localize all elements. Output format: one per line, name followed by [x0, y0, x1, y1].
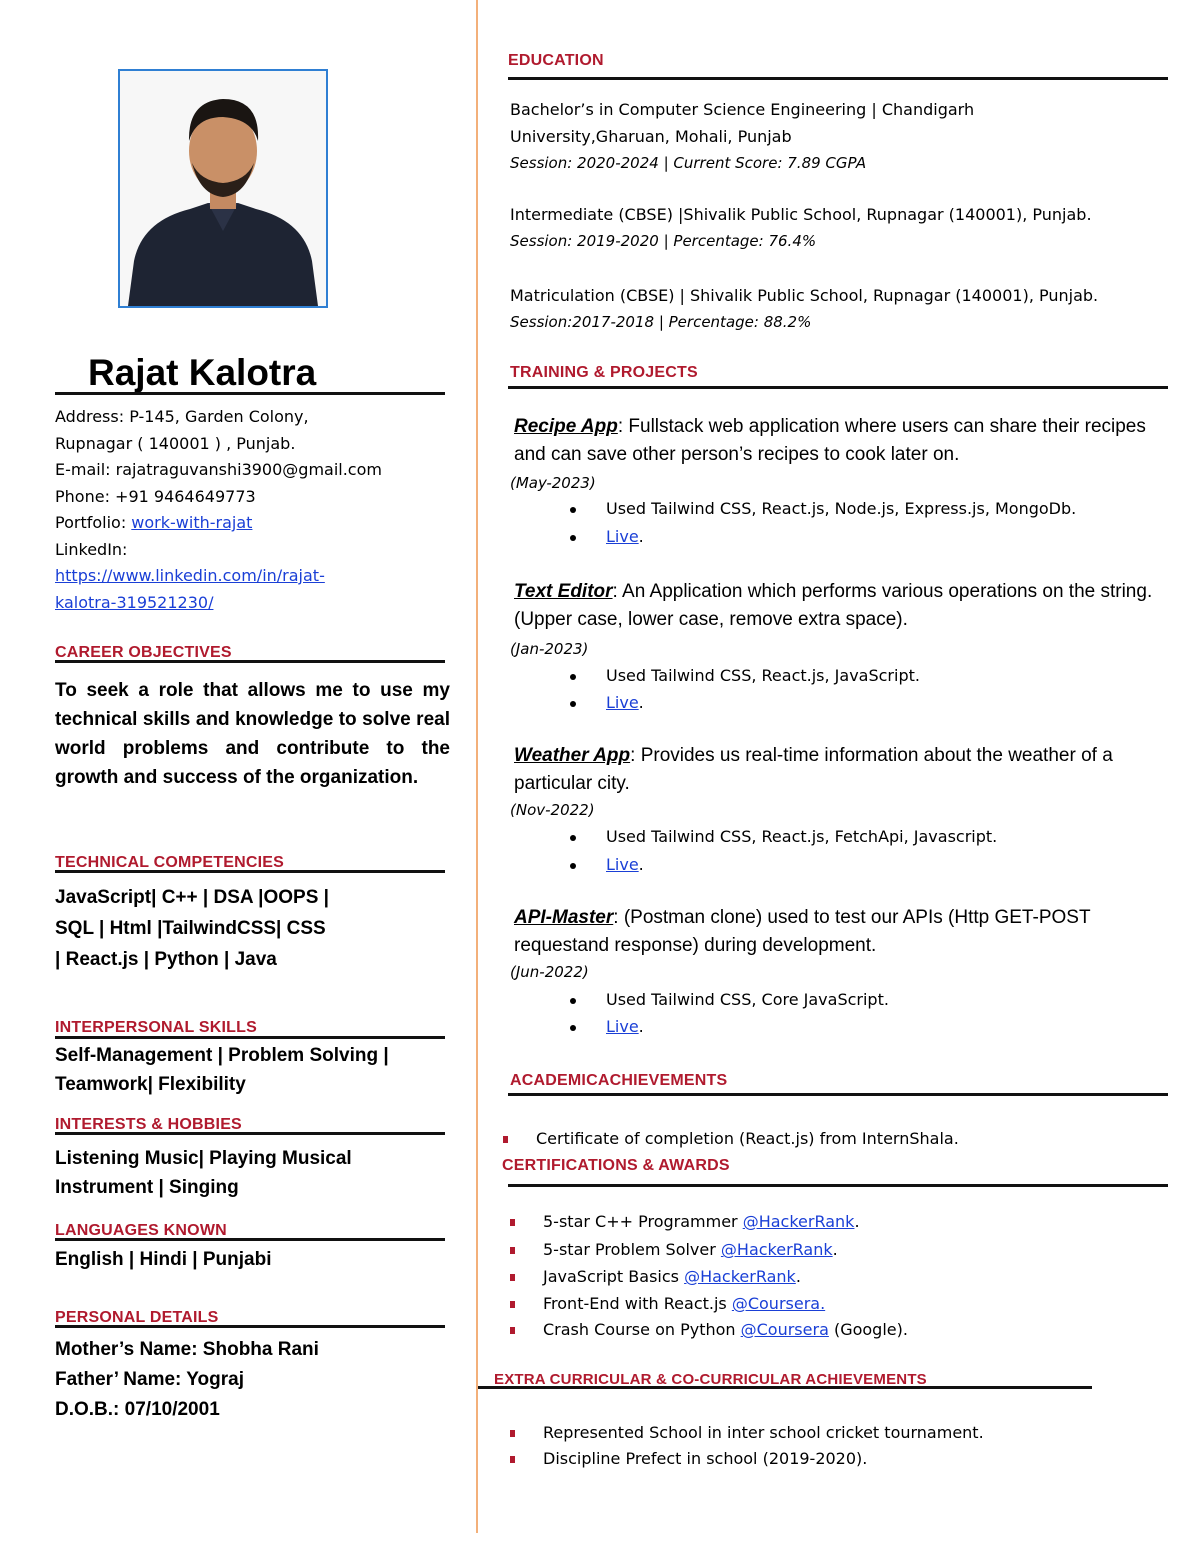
cert-link[interactable]: @Coursera. [731, 1294, 826, 1313]
languages-heading: LANGUAGES KNOWN [55, 1222, 227, 1239]
hobbies-line: Listening Music| Playing Musical [55, 1148, 352, 1169]
project-live-item: Live. [570, 527, 644, 546]
project-weather-app: Weather App: Provides us real-time information about the weather of a particular city. [514, 745, 1113, 794]
section-rule [508, 1184, 1168, 1187]
bullet-icon [510, 1456, 515, 1463]
skills-line: Self-Management | Problem Solving | [55, 1045, 389, 1066]
education-heading: EDUCATION [508, 52, 604, 69]
section-rule [55, 1325, 445, 1328]
training-projects-heading: TRAINING & PROJECTS [510, 364, 698, 381]
live-link[interactable]: Live [606, 693, 639, 712]
bullet-icon [510, 1327, 515, 1334]
mother-name: Mother’s Name: Shobha Rani [55, 1339, 319, 1360]
project-api-master: API-Master: (Postman clone) used to test our APIs (Http GET-POST requestand response) during development. [514, 907, 1091, 956]
project-title: API-Master [514, 907, 614, 928]
project-description: (Postman clone) used to test our APIs (Http GET-POST requestand response) during development. [514, 907, 1091, 956]
bullet-icon [570, 507, 576, 513]
cert-item: JavaScript Basics @HackerRank. [510, 1267, 801, 1286]
project-description: Fullstack web application where users can share their recipes and can save other person’s recipes to cook later on. [514, 416, 1146, 465]
cert-link[interactable]: @HackerRank [742, 1212, 855, 1231]
linkedin-label: LinkedIn: [55, 539, 128, 559]
project-description: An Application which performs various operations on the string. (Upper case, lower case, remove extra space). [514, 581, 1153, 630]
project-tech-item: Used Tailwind CSS, React.js, Node.js, Express.js, MongoDb. [570, 499, 1076, 518]
education-matriculation [510, 282, 1098, 336]
section-rule [55, 660, 445, 663]
project-tech-item: Used Tailwind CSS, React.js, FetchApi, Javascript. [570, 827, 997, 846]
project-live-item: Live. [570, 855, 644, 874]
education-intermediate [510, 201, 1092, 255]
cert-link[interactable]: @HackerRank [684, 1267, 796, 1286]
linkedin-link[interactable]: kalotra-319521230/ [55, 592, 214, 612]
project-description: Provides us real-time information about the weather of a particular city. [514, 745, 1113, 794]
degree-line: Bachelor’s in Computer Science Engineering | Chandigarh [510, 100, 975, 119]
bullet-icon [570, 998, 576, 1004]
hobbies-list [55, 1144, 352, 1202]
project-date: (Jun-2022) [510, 963, 589, 981]
career-objectives-heading: CAREER OBJECTIVES [55, 644, 232, 661]
section-rule [508, 1093, 1168, 1096]
contact-block [55, 404, 382, 616]
project-live-item: Live. [570, 1017, 644, 1036]
interpersonal-skills-list [55, 1041, 389, 1099]
academic-achievements-heading: ACADEMICACHIEVEMENTS [510, 1072, 728, 1089]
section-rule [478, 1386, 1092, 1389]
project-date: (Jan-2023) [510, 640, 589, 658]
cert-item: Crash Course on Python @Coursera (Google). [510, 1320, 908, 1339]
portfolio-link[interactable]: work-with-rajat [131, 513, 253, 532]
address-line: Address: P-145, Garden Colony, [55, 407, 309, 426]
cert-item: 5-star Problem Solver @HackerRank. [510, 1240, 838, 1259]
education-bachelor [510, 96, 974, 177]
bullet-icon [570, 674, 576, 680]
candidate-name: Rajat Kalotra [88, 352, 317, 393]
bullet-icon [570, 535, 576, 541]
section-rule [55, 1132, 445, 1135]
address-line: Rupnagar ( 140001 ) , Punjab. [55, 433, 296, 453]
degree-line: Intermediate (CBSE) |Shivalik Public School, Rupnagar (140001), Punjab. [510, 205, 1092, 224]
cert-item: Front-End with React.js @Coursera. [510, 1294, 825, 1313]
column-divider [476, 0, 478, 1533]
project-date: (May-2023) [510, 474, 596, 492]
bullet-icon [510, 1247, 515, 1254]
person-silhouette-icon [120, 71, 326, 306]
father-name: Father’ Name: Yograj [55, 1369, 245, 1390]
cert-link[interactable]: @HackerRank [720, 1240, 833, 1259]
project-title: Weather App [514, 745, 631, 766]
profile-photo [118, 69, 328, 308]
section-rule [55, 870, 445, 873]
session-line: Session: 2019-2020 | Percentage: 76.4% [510, 232, 817, 250]
degree-line: University,Gharuan, Mohali, Punjab [510, 127, 792, 146]
bullet-icon [570, 1025, 576, 1031]
session-line: Session: 2020-2024 | Current Score: 7.89 CGPA [510, 154, 867, 172]
live-link[interactable]: Live [606, 855, 639, 874]
email-text: E-mail: rajatraguvanshi3900@gmail.com [55, 460, 382, 479]
linkedin-link[interactable]: https://www.linkedin.com/in/rajat- [55, 566, 325, 585]
technical-skills-list [55, 882, 329, 975]
project-live-item: Live. [570, 693, 644, 712]
extra-item: Represented School in inter school cricket tournament. [510, 1423, 984, 1442]
date-of-birth: D.O.B.: 07/10/2001 [55, 1399, 220, 1420]
personal-details [55, 1335, 319, 1425]
project-title: Recipe App [514, 416, 618, 437]
bullet-icon [570, 701, 576, 707]
academic-item: Certificate of completion (React.js) from InternShala. [503, 1129, 959, 1148]
technical-competencies-heading: TECHNICAL COMPETENCIES [55, 854, 285, 871]
bullet-icon [510, 1274, 515, 1281]
bullet-icon [510, 1430, 515, 1437]
skills-line: SQL | Html |TailwindCSS| CSS [55, 918, 326, 939]
extra-item: Discipline Prefect in school (2019-2020). [510, 1449, 867, 1468]
name-underline [55, 392, 445, 395]
interpersonal-skills-heading: INTERPERSONAL SKILLS [55, 1019, 257, 1036]
bullet-icon [510, 1301, 515, 1308]
extra-curricular-heading: EXTRA CURRICULAR & CO-CURRICULAR ACHIEVEMENTS [494, 1371, 927, 1388]
project-tech-item: Used Tailwind CSS, React.js, JavaScript. [570, 666, 920, 685]
cert-item: 5-star C++ Programmer @HackerRank. [510, 1212, 860, 1231]
interests-hobbies-heading: INTERESTS & HOBBIES [55, 1116, 242, 1133]
phone-text: Phone: +91 9464649773 [55, 486, 256, 506]
bullet-icon [570, 863, 576, 869]
hobbies-line: Instrument | Singing [55, 1177, 239, 1198]
session-line: Session:2017-2018 | Percentage: 88.2% [510, 313, 812, 331]
career-objective-text: To seek a role that allows me to use my technical skills and knowledge to solve real world problems and contribute to the growth and success of the organization. [55, 680, 450, 788]
live-link[interactable]: Live [606, 1017, 639, 1036]
skills-line: JavaScript| C++ | DSA |OOPS | [55, 887, 329, 908]
project-title: Text Editor [514, 581, 613, 602]
languages-list: English | Hindi | Punjabi [55, 1249, 272, 1270]
section-rule [508, 77, 1168, 80]
bullet-icon [570, 835, 576, 841]
skills-line: Teamwork| Flexibility [55, 1074, 246, 1095]
project-date: (Nov-2022) [510, 801, 595, 819]
project-text-editor: Text Editor: An Application which performs various operations on the string. (Upper case, lower case, remove extra space). [514, 581, 1153, 630]
section-rule [55, 1238, 445, 1241]
section-rule [55, 1036, 445, 1039]
skills-line: | React.js | Python | Java [55, 949, 277, 970]
bullet-icon [510, 1219, 515, 1226]
portfolio-label: Portfolio: [55, 513, 132, 532]
certifications-heading: CERTIFICATIONS & AWARDS [502, 1157, 730, 1174]
degree-line: Matriculation (CBSE) | Shivalik Public School, Rupnagar (140001), Punjab. [510, 286, 1099, 305]
project-tech-item: Used Tailwind CSS, Core JavaScript. [570, 990, 889, 1009]
personal-details-heading: PERSONAL DETAILS [55, 1309, 219, 1326]
portfolio-row [55, 510, 382, 537]
project-recipe-app: Recipe App: Fullstack web application where users can share their recipes and can save other person’s recipes to cook later on. [514, 416, 1146, 465]
bullet-icon [503, 1136, 508, 1143]
section-rule [508, 386, 1168, 389]
cert-link[interactable]: @Coursera [740, 1320, 829, 1339]
live-link[interactable]: Live [606, 527, 639, 546]
